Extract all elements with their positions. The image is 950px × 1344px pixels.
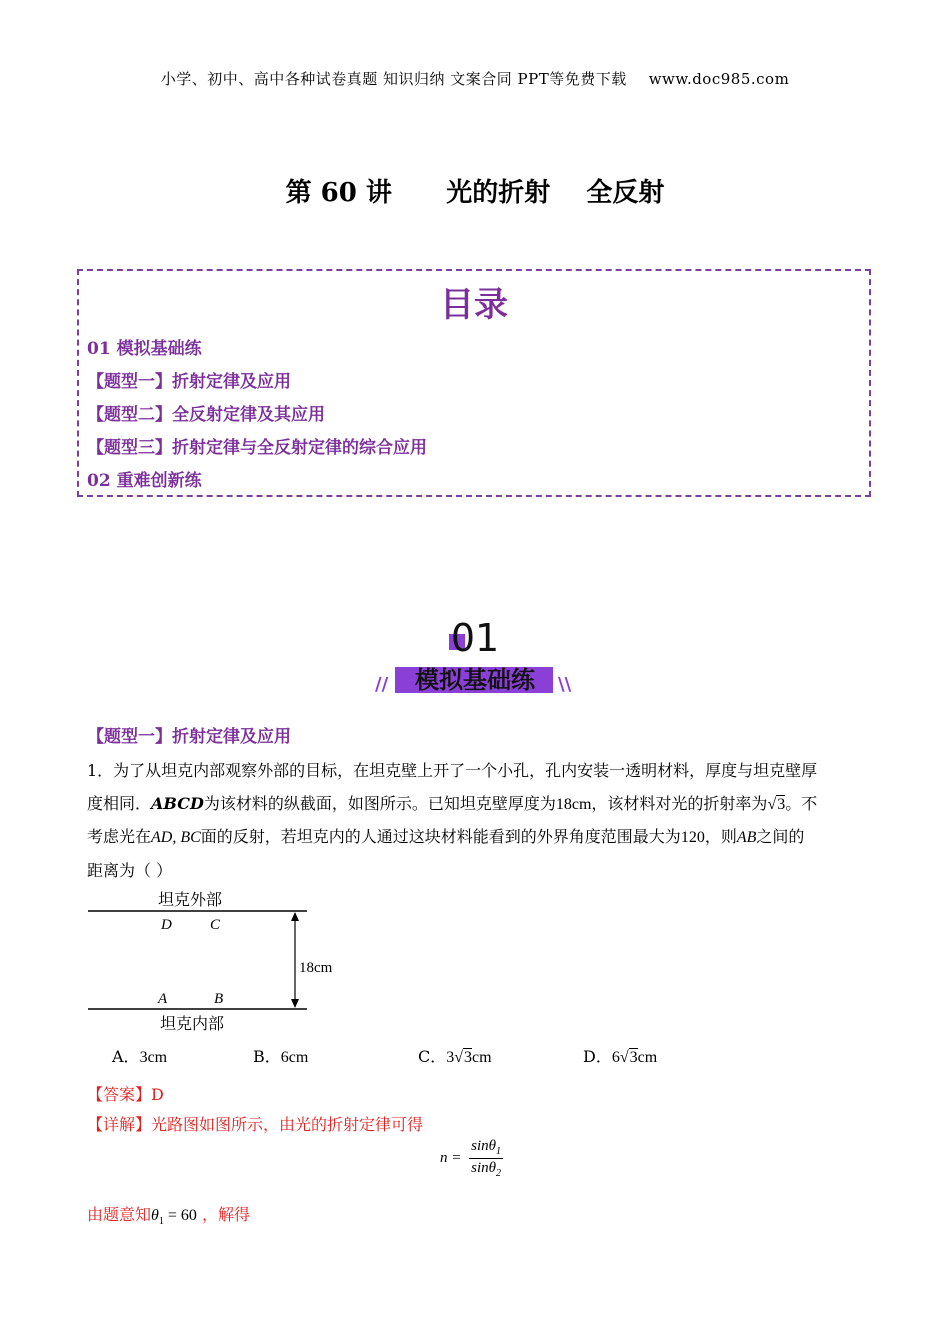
section-name-abcd: ABCD <box>151 794 204 813</box>
toc-item-advanced-practice[interactable]: 02 重难创新练 <box>87 471 202 491</box>
refraction-formula: n = $\frac{\sin\theta_1}{\sin\theta_2}$ <box>440 1138 501 1179</box>
angle-range: 120 <box>680 829 705 846</box>
question-line-2: 度相同．ABCD为该材料的纵截面，如图所示。已知坦克壁厚度为18cm，该材料对光的折射率为√3。不 <box>87 794 818 813</box>
detail-label: 【详解】 <box>87 1115 152 1134</box>
section-number: 01 <box>450 616 500 660</box>
point-a-label: A <box>158 991 168 1007</box>
thickness-arrow-bottom <box>291 999 299 1008</box>
point-d-label: D <box>161 917 172 933</box>
point-b-label: B <box>214 991 224 1007</box>
question-line-3: 考虑光在AD, BC面的反射，若坦克内的人通过这块材料能看到的外界角度范围最大为120，则AB之间的 <box>87 827 805 846</box>
detail-text: 光路图如图所示，由光的折射定律可得 <box>151 1115 424 1134</box>
question-line-4: 距离为（ ） <box>87 861 173 880</box>
header-text: 小学、初中、高中各种试卷真题 知识归纳 文案合同 PPT等免费下载 <box>160 70 627 88</box>
given-condition-line: 由题意知$\theta_1 = 60$ ，解得 <box>87 1205 250 1228</box>
point-c-label: C <box>210 917 221 933</box>
site-header <box>0 68 950 89</box>
table-of-contents <box>77 269 871 497</box>
right-slash-decoration: \\ <box>558 674 572 695</box>
header-url[interactable]: www.doc985.com <box>648 70 790 88</box>
faces-ad-bc: AD, BC <box>151 829 201 846</box>
toc-title: 目录 <box>440 285 508 325</box>
section-title: 模拟基础练 <box>415 666 535 694</box>
outside-label: 坦克外部 <box>158 890 223 909</box>
thickness-value: 18cm <box>555 796 592 813</box>
thickness-arrow-top <box>291 912 299 921</box>
toc-item-basic-practice[interactable]: 01 模拟基础练 <box>87 339 202 359</box>
question-line-1: 1．为了从坦克内部观察外部的目标，在坦克壁上开了一个小孔，孔内安装一透明材料，厚度与坦克壁厚 <box>87 761 818 780</box>
segment-ab: AB <box>736 829 757 846</box>
option-b[interactable]: B．6cm <box>253 1047 309 1066</box>
toc-item-type-two[interactable]: 【题型二】全反射定律及其应用 <box>87 405 325 425</box>
option-a[interactable]: A．3cm <box>112 1047 168 1066</box>
answer-line <box>87 1082 164 1105</box>
toc-item-type-one[interactable]: 【题型一】折射定律及应用 <box>87 372 291 392</box>
detail-line <box>87 1112 423 1135</box>
refractive-index-root: 3 <box>777 796 786 813</box>
toc-item-type-three[interactable]: 【题型三】折射定律与全反射定律的综合应用 <box>87 438 427 458</box>
left-slash-decoration: // <box>375 674 389 695</box>
inside-label: 坦克内部 <box>160 1014 225 1033</box>
answer-label: 【答案】 <box>87 1085 152 1104</box>
tank-wall-figure <box>85 886 345 1036</box>
option-d[interactable]: D．6√3cm <box>583 1047 658 1066</box>
option-c[interactable]: C．3√3cm <box>418 1047 492 1066</box>
answer-value: D <box>151 1085 164 1104</box>
question-type-heading: 【题型一】折射定律及应用 <box>87 727 291 747</box>
thickness-label: 18cm <box>299 960 333 976</box>
lecture-title: 第 60 讲 光的折射 全反射 <box>285 178 665 208</box>
